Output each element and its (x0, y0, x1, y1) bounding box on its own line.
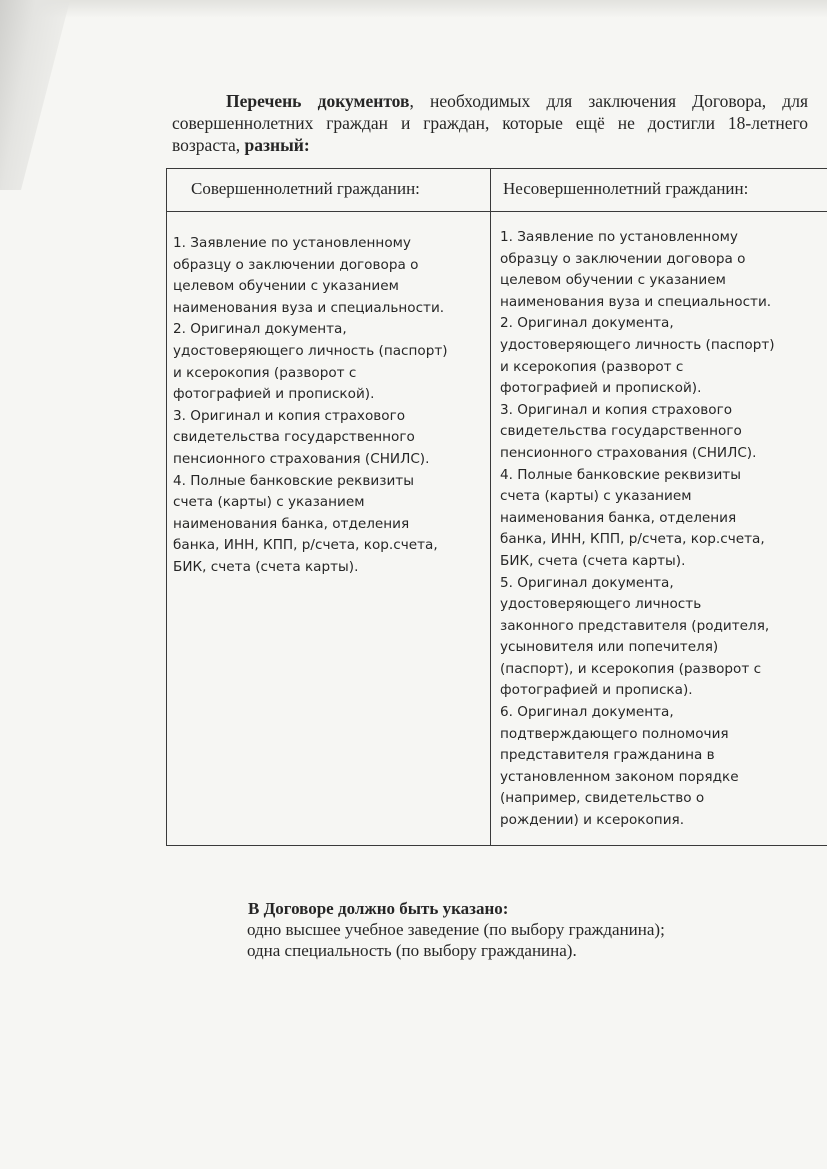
list-line: банка, ИНН, КПП, р/счета, кор.счета, (173, 537, 438, 554)
list-line: и ксерокопия (разворот с (500, 358, 684, 375)
list-line: 3. Оригинал и копия страхового (173, 407, 406, 424)
list-line: наименования вуза и специальности. (500, 293, 772, 310)
header-minor: Несовершеннолетний гражданин: (503, 179, 749, 198)
list-line: 2. Оригинал документа, (173, 321, 347, 338)
list-line: (паспорт), и ксерокопия (разворот с (500, 660, 762, 677)
list-line: рождении) и ксерокопия. (500, 812, 685, 829)
list-line: свидетельства государственного (173, 429, 415, 446)
requirement-item: одна специальность (по выбору гражданина). (247, 941, 577, 960)
list-line: свидетельства государственного (500, 423, 742, 440)
list-line: установленном законом порядке (500, 768, 739, 785)
minor-documents-list (500, 227, 775, 832)
list-line: банка, ИНН, КПП, р/счета, кор.счета, (500, 531, 765, 548)
list-line: образцу о заключении договора о (500, 250, 746, 267)
list-line: БИК, счета (счета карты). (500, 552, 686, 569)
list-line: целевом обучении с указанием (173, 278, 399, 295)
list-line: фотографией и пропиской). (173, 386, 375, 403)
requirements-title: В Договоре должно быть указано: (248, 899, 509, 918)
adult-documents-list (173, 233, 448, 579)
list-line: удостоверяющего личность (паспорт) (173, 342, 448, 359)
scan-edge-top (0, 0, 827, 18)
requirement-item: одно высшее учебное заведение (по выбору гражданина); (247, 920, 665, 939)
list-line: счета (карты) с указанием (500, 488, 692, 505)
list-line: 4. Полные банковские реквизиты (173, 472, 414, 489)
intro-paragraph (172, 90, 808, 156)
list-line: 3. Оригинал и копия страхового (500, 401, 733, 418)
list-line: 5. Оригинал документа, (500, 574, 674, 591)
list-line: 6. Оригинал документа, (500, 704, 674, 721)
list-line: счета (карты) с указанием (173, 494, 365, 511)
list-line: представителя гражданина в (500, 747, 715, 764)
table-header-divider (167, 211, 827, 212)
intro-bold-ending: разный: (244, 135, 310, 155)
list-line: удостоверяющего личность (паспорт) (500, 336, 775, 353)
list-line: 2. Оригинал документа, (500, 315, 674, 332)
list-line: законного представителя (родителя, (500, 617, 770, 634)
list-line: образцу о заключении договора о (173, 256, 419, 273)
list-line: и ксерокопия (разворот с (173, 364, 357, 381)
list-line: (например, свидетельство о (500, 790, 705, 807)
list-line: целевом обучении с указанием (500, 272, 726, 289)
contract-requirements (248, 898, 665, 961)
list-line: 1. Заявление по установленному (173, 235, 411, 251)
intro-bold-heading: Перечень документов (226, 91, 410, 111)
list-line: наименования банка, отделения (173, 515, 410, 532)
intro-text: , необходимых для заключения Договора, для совершеннолетних граждан и граждан, которые ещё не достигли 18-летнего возраста, (172, 91, 808, 155)
header-adult: Совершеннолетний гражданин: (191, 179, 420, 198)
list-line: наименования банка, отделения (500, 509, 737, 526)
list-line: фотографией и прописка). (500, 682, 693, 699)
list-line: пенсионного страхования (СНИЛС). (173, 450, 430, 467)
list-line: пенсионного страхования (СНИЛС). (500, 444, 757, 461)
list-line: подтверждающего полномочия (500, 725, 729, 742)
documents-table (166, 168, 827, 846)
list-line: фотографией и пропиской). (500, 380, 702, 397)
list-line: удостоверяющего личность (500, 596, 702, 613)
table-column-divider (490, 169, 491, 845)
list-line: БИК, счета (счета карты). (173, 558, 359, 575)
scan-edge-left (0, 0, 70, 190)
list-line: 1. Заявление по установленному (500, 229, 738, 245)
list-line: усыновителя или попечителя) (500, 639, 719, 656)
list-line: наименования вуза и специальности. (173, 299, 445, 316)
list-line: 4. Полные банковские реквизиты (500, 466, 741, 483)
